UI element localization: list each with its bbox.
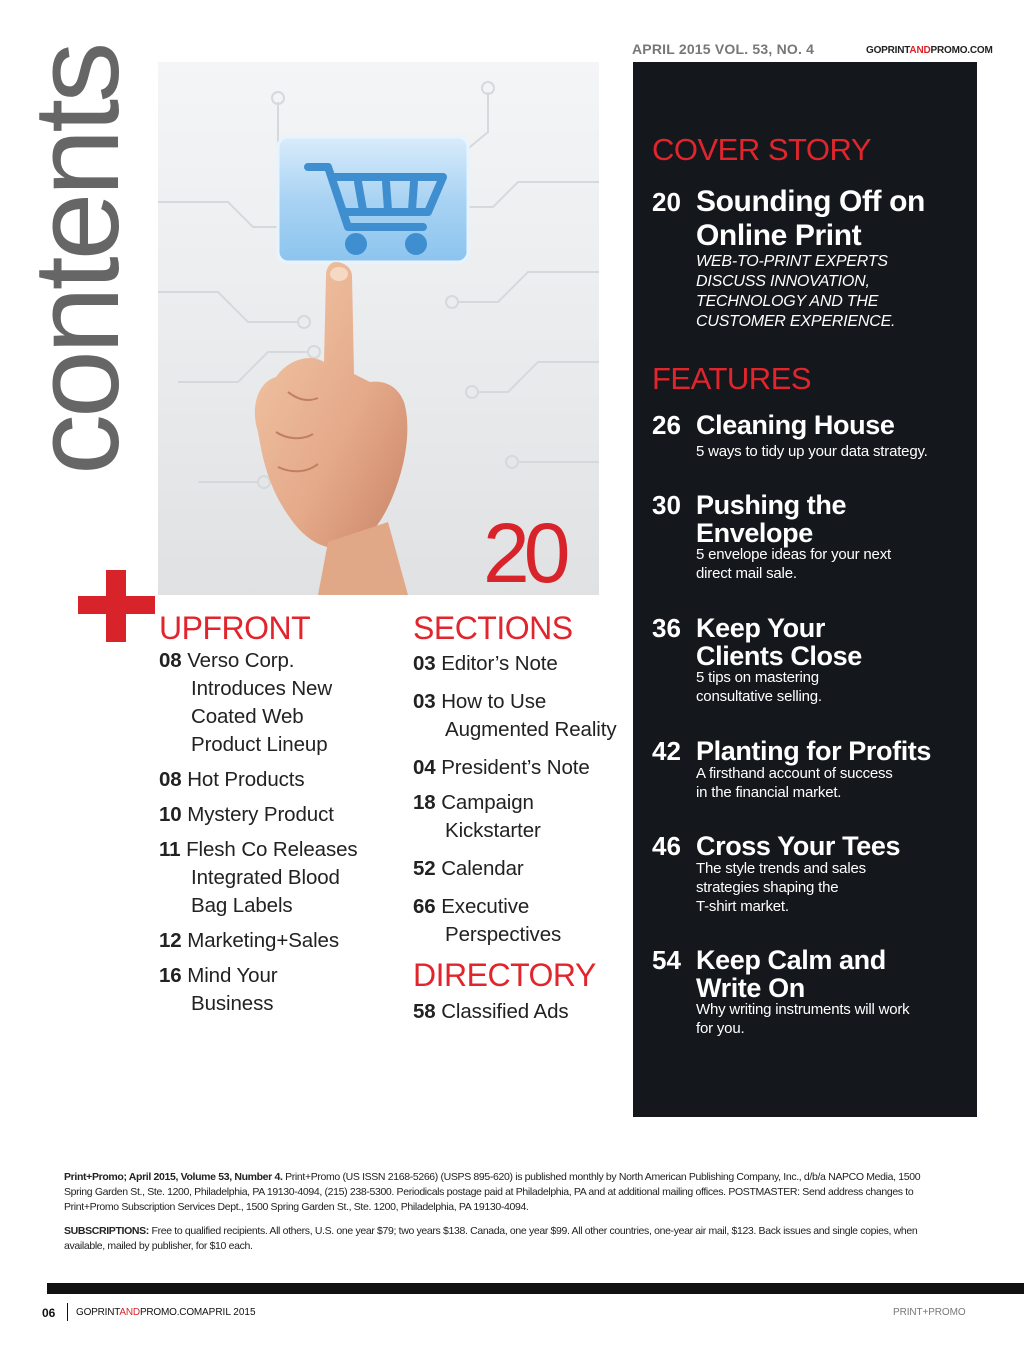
item-text: How to Use [441, 690, 547, 713]
feature-description [696, 764, 893, 802]
publication-legal-notice [64, 1170, 944, 1263]
desc-line: TECHNOLOGY AND THE [696, 293, 879, 310]
legal-bold: Print+Promo; April 2015, Volume 53, Number 4. [64, 1171, 283, 1183]
desc-line: strategies shaping the [696, 879, 839, 896]
item-page: 66 [413, 895, 436, 918]
item-text: Coated Web [191, 705, 304, 728]
item-text: Perspectives [445, 923, 562, 946]
desc-line: WEB-TO-PRINT EXPERTS [696, 253, 888, 270]
cover-story-heading: COVER STORY [652, 132, 872, 167]
site-and: AND [909, 45, 931, 56]
features-heading: FEATURES [652, 361, 812, 396]
feature-page: 30 [652, 490, 681, 520]
feature-description [696, 442, 928, 461]
title-line: Sounding Off on [696, 185, 925, 218]
item-page: 18 [413, 791, 436, 814]
list-item[interactable] [413, 855, 631, 883]
feature-page: 46 [652, 831, 681, 861]
feature-title [696, 614, 862, 670]
item-text: Verso Corp. [187, 649, 295, 672]
list-item[interactable] [159, 962, 399, 1018]
cover-story-description [696, 252, 986, 332]
feature-title [696, 737, 931, 765]
directory-list [413, 998, 631, 1026]
feature-description [696, 859, 866, 916]
feature-title [696, 832, 900, 860]
feature-page: 36 [652, 613, 681, 643]
item-page: 16 [159, 964, 182, 987]
sections-list [413, 650, 631, 949]
title-line: Cleaning House [696, 410, 895, 440]
legal-bold: SUBSCRIPTIONS: [64, 1225, 149, 1237]
item-text: Calendar [441, 857, 524, 880]
upfront-list [159, 647, 399, 1025]
list-item[interactable] [413, 893, 631, 949]
list-item[interactable] [159, 836, 399, 920]
feature-title [696, 491, 846, 547]
title-line: Pushing the [696, 490, 847, 520]
issue-date: APRIL 2015 VOL. 53, NO. 4 [632, 41, 815, 57]
item-text: Editor’s Note [441, 652, 558, 675]
feature-description [696, 545, 891, 583]
feature-description [696, 1000, 909, 1038]
list-item[interactable] [159, 766, 399, 794]
list-item[interactable] [413, 754, 631, 782]
footer-website[interactable] [76, 1307, 202, 1318]
item-page: 08 [159, 768, 182, 791]
contents-heading: contents [8, 45, 144, 475]
item-text: Business [191, 992, 274, 1015]
feature-description [696, 668, 822, 706]
item-page: 03 [413, 690, 436, 713]
desc-line: 5 envelope ideas for your next [696, 546, 891, 563]
footer-divider [67, 1303, 68, 1321]
item-page: 10 [159, 803, 182, 826]
feature-title [696, 946, 886, 1002]
legal-paragraph [64, 1224, 944, 1254]
plus-mark-vertical [106, 570, 126, 642]
list-item[interactable] [413, 650, 631, 678]
desc-line: A firsthand account of success [696, 765, 893, 782]
item-text: Integrated Blood [191, 866, 340, 889]
cover-story-page: 20 [652, 187, 681, 217]
desc-line: for you. [696, 1020, 745, 1037]
list-item[interactable] [159, 647, 399, 759]
item-text: Kickstarter [445, 819, 541, 842]
item-text: Bag Labels [191, 894, 293, 917]
item-page: 12 [159, 929, 182, 952]
title-line: Planting for Profits [696, 736, 932, 766]
title-line: Online Print [696, 219, 862, 252]
item-text: Introduces New [191, 677, 333, 700]
item-text: Product Lineup [191, 733, 328, 756]
desc-line: Why writing instruments will work [696, 1001, 910, 1018]
feature-page: 42 [652, 736, 681, 766]
item-page: 04 [413, 756, 436, 779]
item-text: President’s Note [441, 756, 590, 779]
item-page: 11 [159, 838, 181, 861]
item-page: 52 [413, 857, 436, 880]
list-item[interactable] [159, 927, 399, 955]
footer-brand: PRINT+PROMO [893, 1307, 966, 1318]
legal-paragraph [64, 1170, 944, 1215]
legal-text: Print+Promo (US ISSN 2168-5266) (USPS 895-620) is published monthly by North American Publishing Company, Inc., d/b/a NAPCO Media, 1500 Spring Garden St., Ste. 1200, Philadelphia, PA 19130-4094, (215) 238-5300. Periodicals postage paid at Philadelphia, PA and at additional mailing offices. POSTMASTER: Send address changes to Print+Promo Subscription Services Dept., 1500 Spring Garden St., Ste. 1200, Philadelphia, PA 19130-4094. [64, 1171, 921, 1213]
item-text: Mystery Product [187, 803, 334, 826]
item-text: Mind Your [187, 964, 278, 987]
desc-line: CUSTOMER EXPERIENCE. [696, 313, 896, 330]
feature-title [696, 411, 894, 439]
item-text: Classified Ads [441, 1000, 569, 1023]
desc-line: direct mail sale. [696, 565, 797, 582]
site-prefix: GOPRINT [76, 1307, 120, 1318]
sections-heading: SECTIONS [413, 610, 573, 646]
item-page: 58 [413, 1000, 436, 1023]
item-text: Campaign [441, 791, 534, 814]
directory-heading: DIRECTORY [413, 957, 596, 993]
footer-date: APRIL 2015 [202, 1307, 256, 1318]
desc-line: DISCUSS INNOVATION, [696, 273, 870, 290]
title-line: Cross Your Tees [696, 831, 901, 861]
item-page: 08 [159, 649, 182, 672]
desc-line: 5 tips on mastering [696, 669, 819, 686]
title-line: Keep Calm and [696, 945, 886, 975]
list-item[interactable] [159, 801, 399, 829]
item-text: Marketing+Sales [187, 929, 339, 952]
item-text: Flesh Co Releases [186, 838, 358, 861]
title-line: Clients Close [696, 641, 862, 671]
list-item[interactable] [413, 789, 631, 845]
item-text: Executive [441, 895, 530, 918]
feature-page: 54 [652, 945, 681, 975]
desc-line: The style trends and sales [696, 860, 866, 877]
list-item[interactable] [413, 998, 631, 1026]
title-line: Write On [696, 973, 805, 1003]
list-item[interactable] [413, 688, 631, 744]
desc-line: 5 ways to tidy up your data strategy. [696, 443, 928, 460]
item-page: 03 [413, 652, 436, 675]
feature-page: 26 [652, 410, 681, 440]
site-suffix: PROMO.COM [930, 45, 993, 56]
desc-line: in the financial market. [696, 784, 842, 801]
title-line: Envelope [696, 518, 813, 548]
site-suffix: PROMO.COM [139, 1307, 203, 1318]
desc-line: consultative selling. [696, 688, 822, 705]
item-text: Hot Products [187, 768, 305, 791]
cover-story-title [696, 185, 986, 253]
footer-rule [47, 1283, 1024, 1294]
item-text: Augmented Reality [445, 718, 617, 741]
website-header[interactable] [866, 45, 993, 56]
upfront-heading: UPFRONT [159, 610, 311, 646]
site-prefix: GOPRINT [866, 45, 910, 56]
legal-text: Free to qualified recipients. All others, U.S. one year $79; two years $138. Canada, one year $99. All other countries, one-year air mail, $123. Back issues and single copies, when available, mailed by publisher, for $10 each. [64, 1225, 918, 1252]
desc-line: T-shirt market. [696, 898, 789, 915]
cover-page-number: 20 [483, 506, 565, 600]
title-line: Keep Your [696, 613, 825, 643]
site-and: AND [119, 1307, 140, 1318]
page-number: 06 [42, 1306, 56, 1320]
